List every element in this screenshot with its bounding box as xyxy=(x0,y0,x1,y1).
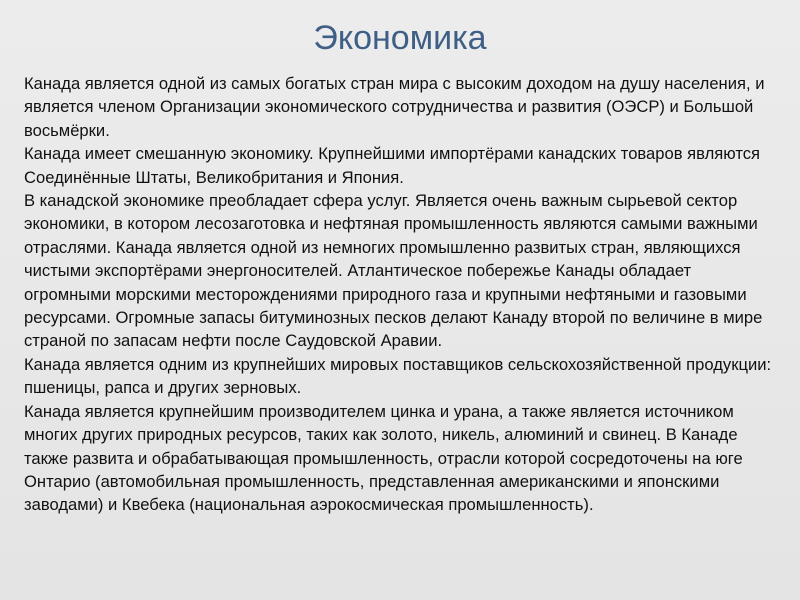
paragraph-mixed-economy: Канада имеет смешанную экономику. Крупнейшими импортёрами канадских товаров являются Соединённые Штаты, Великобритания и Япония. xyxy=(24,144,761,187)
paragraph-agriculture: Канада является одним из крупнейших мировых поставщиков сельскохозяйственной продукции: пшеницы, рапса и других зерновых. xyxy=(24,354,772,398)
paragraph-membership: Канада является одной из самых богатых стран мира с высоким доходом на душу населения, и является членом Организации экономического сотрудничества и развития (ОЭСР) и Большой восьмёрки. xyxy=(24,74,765,140)
slide-title: Экономика xyxy=(313,19,487,57)
paragraph-minerals-industry: Канада является крупнейшим производителем цинка и урана, а также является источником многих других природных ресурсов, таких как золото, никель, алюминий и свинец. В Канаде также развита и обрабатывающая промышленность, отрасли которой сосредоточены на юге Онтарио (автомобильная промышленность, представленная американскими и японскими заводами) и Квебека (национальная аэрокосмическая промышленность). xyxy=(24,401,743,515)
slide-body xyxy=(24,72,782,517)
paragraph-services-resources: В канадской экономике преобладает сфера услуг. Является очень важным сырьевой сектор экономики, в котором лесозаготовка и нефтяная промышленность являются самыми важными отраслями. Канада является одной из немногих промышленно развитых стран, являющихся чистыми экспортёрами энергоносителей. Атлантическое побережье Канады обладает огромными морскими месторождениями природного газа и крупными нефтяными и газовыми ресурсами. Огромные запасы битуминозных песков делают Канаду второй по величине в мире страной по запасам нефти после Саудовской Аравии. xyxy=(24,191,763,351)
